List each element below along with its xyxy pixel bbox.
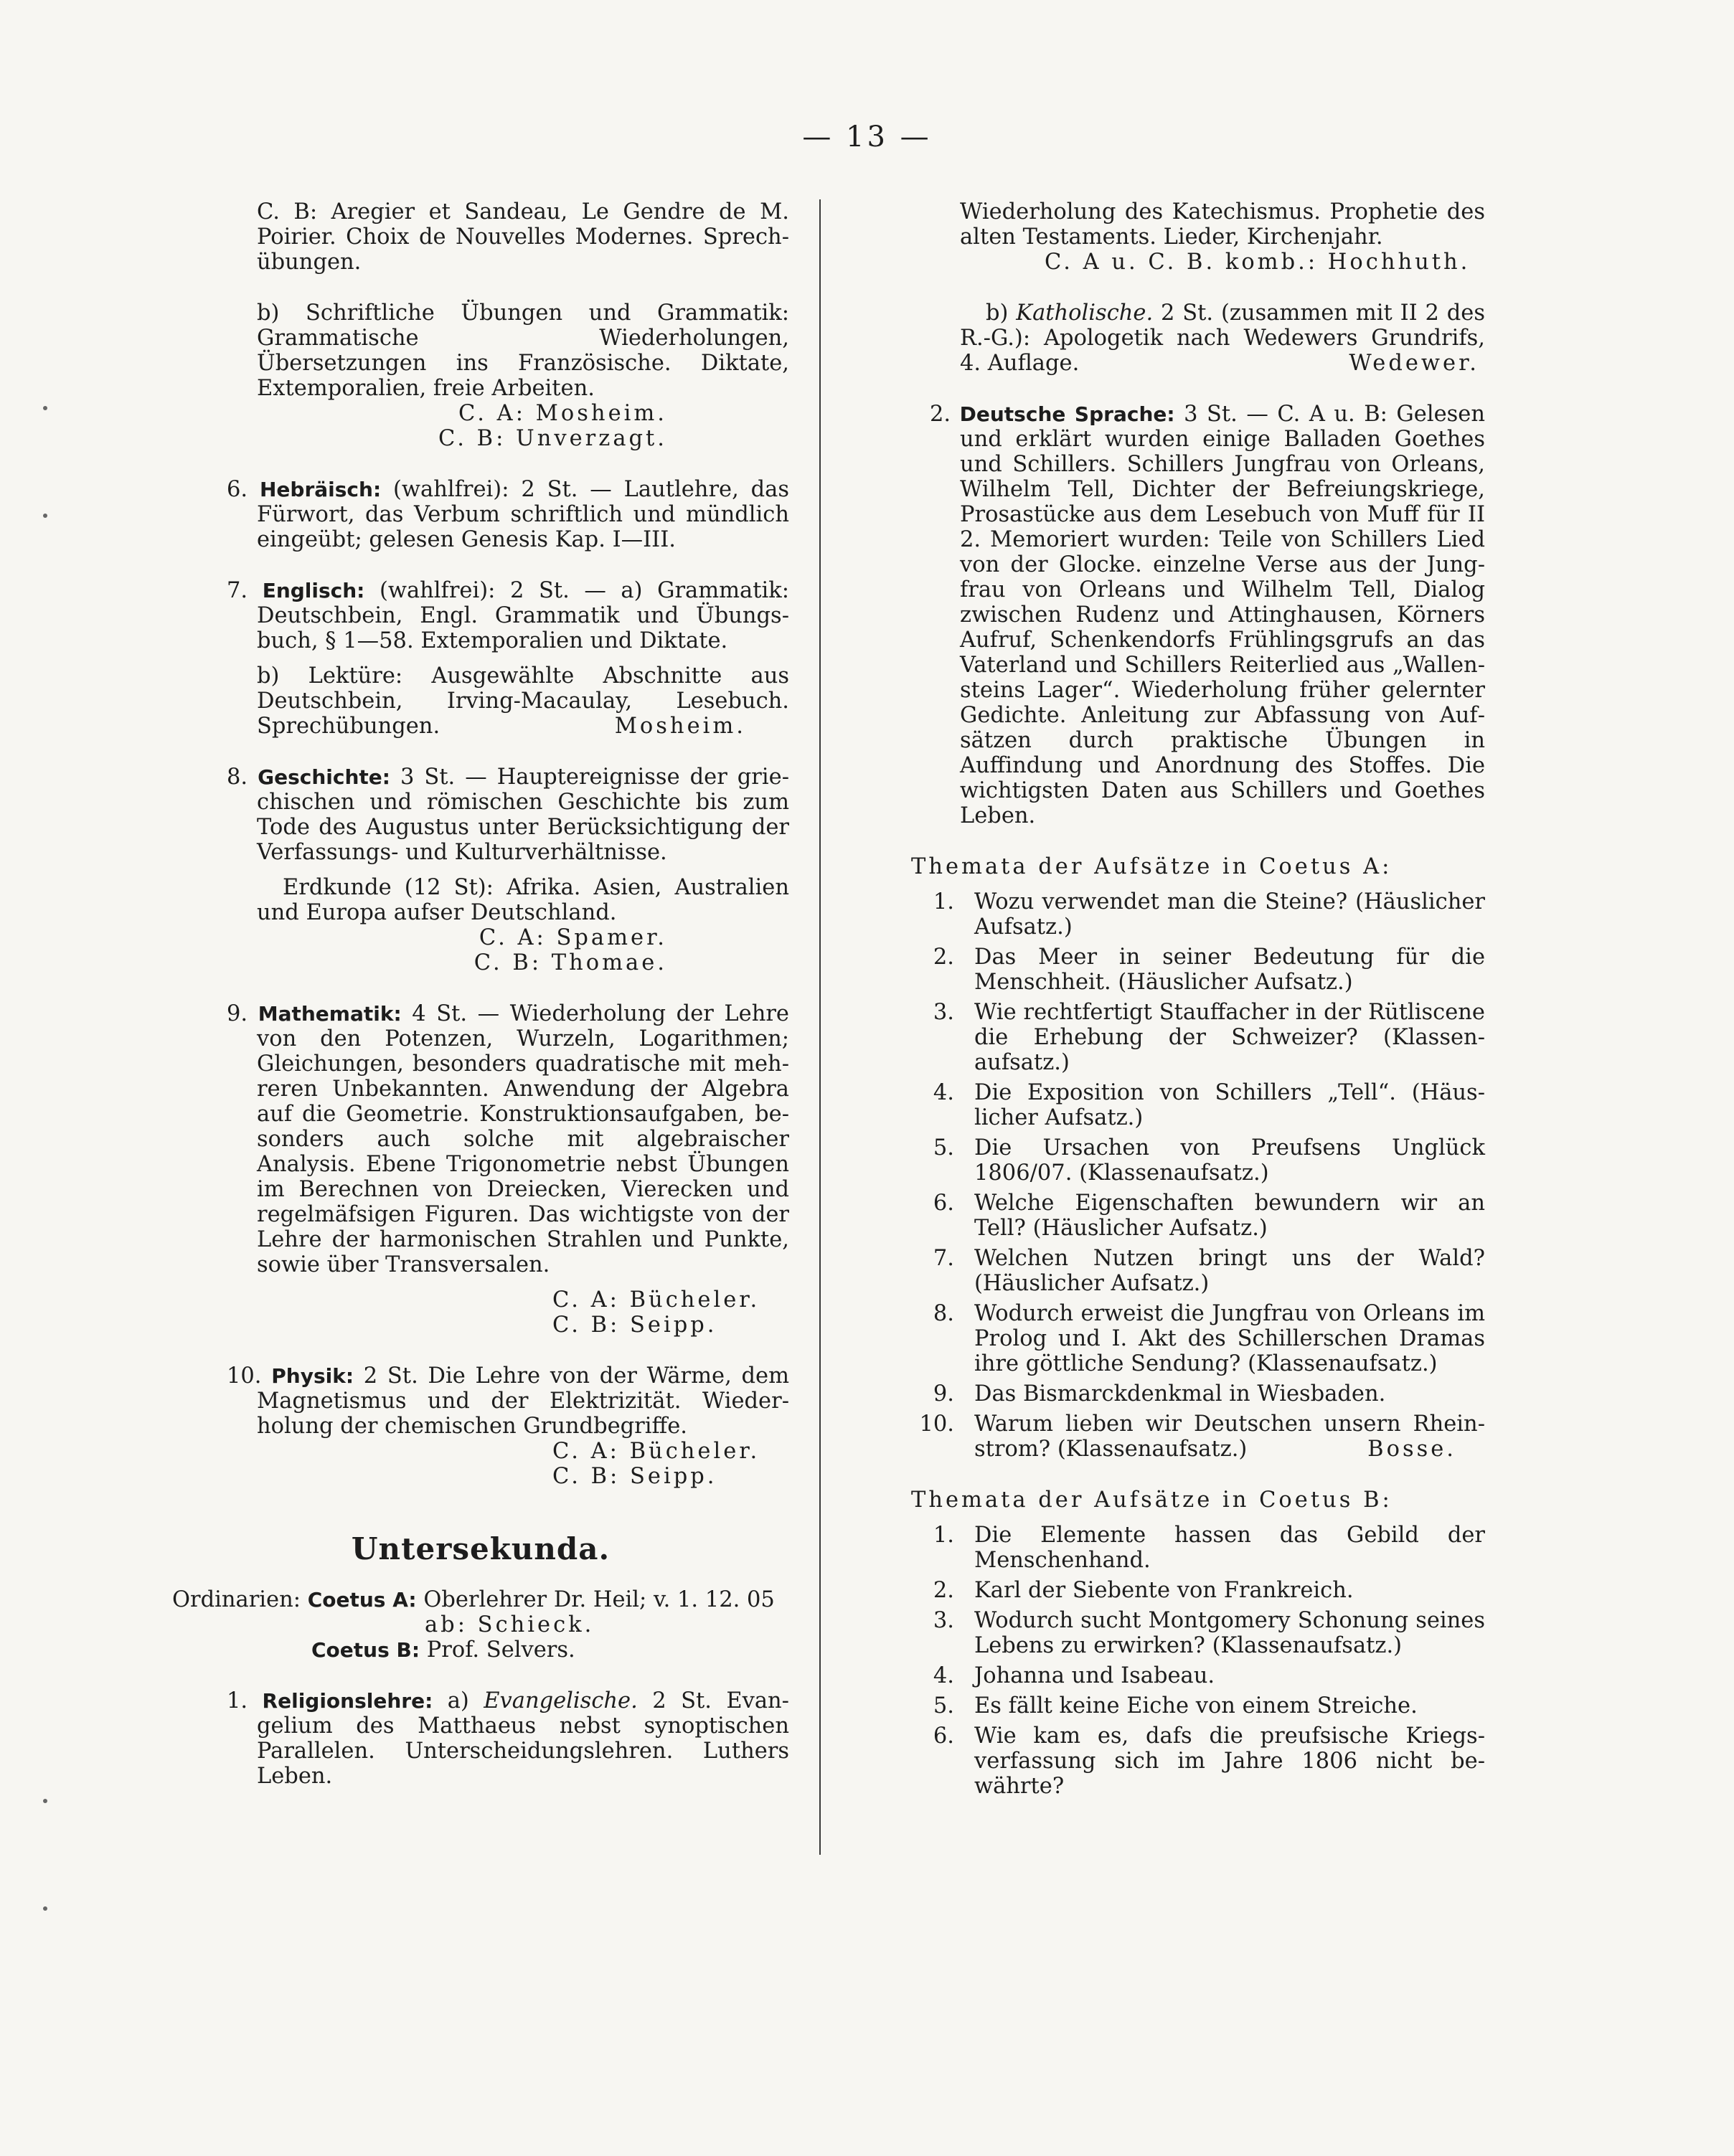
- coetus-b-label: Coetus B:: [311, 1638, 420, 1662]
- section-number: 2.: [930, 402, 951, 427]
- section-title: Religionslehre:: [262, 1689, 433, 1713]
- list-item: 1. Wozu verwendet man die Steine? (Häuslicher Aufsatz.): [933, 889, 1485, 940]
- section-deutsch: [875, 402, 1485, 828]
- teacher-cb: C. B: Seipp.: [552, 1464, 717, 1489]
- list-item: 6. Wie kam es, dafs die preufsische Kriegsverfassung sich im Jahre 1806 nicht bewährte?: [933, 1724, 1485, 1799]
- subsection-label: a): [447, 1688, 469, 1713]
- page-number: — 13 —: [802, 120, 932, 153]
- teacher-ca: C. A: Mosheim.: [458, 401, 667, 426]
- list-item: 7. Welchen Nutzen bringt uns der Wald? (Häuslicher Aufsatz.): [933, 1246, 1485, 1296]
- religion-continuation: Wiederholung des Katechismus. Prophetie des alten Testaments. Lieder, Kirchenjahr.: [960, 199, 1485, 250]
- teacher-cb: C. B: Unverzagt.: [438, 426, 667, 451]
- themes-a-heading: Themata der Aufsätze in Coetus A:: [911, 854, 1393, 879]
- margin-speck: [43, 514, 47, 518]
- section-text: (wahlfrei): 2 St. — a) Grammatik: Deutschbein, Engl. Grammatik und Übungsbuch, § 1—58. Extemporalien und Diktate.: [257, 578, 790, 653]
- section-text: 2 St. Evangelium des Matthaeus nebst synoptischen Parallelen. Unterscheidungslehren. Luthers Leben.: [257, 1688, 789, 1789]
- written-exercises-text: Grammatische Wiederholungen, Übersetzungen ins Französische. Diktate, Extemporalien, freie Arbeiten.: [257, 326, 789, 401]
- list-item: 10. Warum lieben wir Deutschen unsern Rheinstrom? (Klassenaufsatz.): [919, 1412, 1485, 1462]
- section-title: Geschichte:: [258, 765, 390, 789]
- list-item: 5. Die Ursachen von Preufsens Unglück 1806/07. (Klassenaufsatz.): [933, 1135, 1485, 1186]
- list-item: 2. Karl der Siebente von Frankreich.: [933, 1578, 1354, 1603]
- margin-speck: [43, 1906, 47, 1911]
- coetus-a-text-2: ab: Schieck.: [425, 1612, 595, 1637]
- section-title: Hebräisch:: [259, 478, 382, 501]
- teacher-cb: C. B: Seipp.: [552, 1313, 717, 1338]
- section-number: 6.: [227, 477, 248, 502]
- list-item: 6. Welche Eigenschaften bewundern wir an Tell? (Häuslicher Aufsatz.): [933, 1191, 1485, 1241]
- englisch-lektuere: b) Lektüre: Ausgewählte Abschnitte aus Deutschbein, Irving-Macaulay, Lesebuch. Sprechübungen.: [257, 663, 789, 739]
- section-number: 10.: [227, 1363, 262, 1389]
- teacher-ca: C. A: Bücheler.: [552, 1287, 760, 1313]
- class-heading: Untersekunda.: [351, 1531, 611, 1566]
- section-number: 8.: [227, 765, 248, 790]
- section-text: 3 St. — C. A u. B: Gelesen und erklärt wurden einige Balladen Goethes und Schillers. Schillers Jungfrau von Orleans, Wilhelm Tell, Dichter der Befreiungskriege, Prosastücke aus dem Lesebuch von Muff für II 2. Memoriert wurden: Teile von Schillers Lied von der Glocke. einzelne Verse aus der Jungfrau von Orleans und Wilhelm Tell, Dialog zwischen Rudenz und Attinghausen, Körners Aufruf, Schenkendorfs Frühlingsgrufs an das Vaterland und Schillers Reiterlied aus „Wallensteins Lager“. Wiederholung früher gelernter Gedichte. Anleitung zur Abfassung von Aufsätzen durch praktische Übungen in Auffindung und Anordnung des Stoffes. Die wichtigsten Daten aus Schillers und Goethes Leben.: [960, 402, 1485, 828]
- section-text: 4 St. — Wiederholung der Lehre von den Potenzen, Wurzeln, Logarithmen; Gleichungen, besonders quadratische mit mehreren Unbekannten. Anwendung der Algebra auf die Geometrie. Konstruktionsaufgaben, besonders auch solche mit algebraischer Analysis. Ebene Trigonometrie nebst Übungen im Berechnen von Dreiecken, Vierecken und regelmäfsigen Figuren. Das wichtigste von der Lehre der harmonischen Strahlen und Punkte, sowie über Transversalen.: [257, 1001, 789, 1277]
- list-item: 4. Johanna und Isabeau.: [933, 1663, 1215, 1688]
- subsection-label: b): [986, 301, 1009, 326]
- themes-a-list: [875, 889, 1485, 1462]
- section-text: (wahlfrei): 2 St. — Lautlehre, das Fürwort, das Verbum schriftlich und mündlich eingeübt; gelesen Genesis Kap. I—III.: [257, 477, 790, 552]
- list-item: 2. Das Meer in seiner Bedeutung für die Menschheit. (Häuslicher Aufsatz.): [933, 945, 1485, 995]
- coetus-b-text: Prof. Selvers.: [426, 1637, 575, 1663]
- teacher-cb: C. B: Thomae.: [473, 950, 667, 975]
- section-hebraeisch: [172, 477, 789, 552]
- section-number: 9.: [227, 1001, 248, 1026]
- ordinarien-block: [172, 1587, 789, 1663]
- themes-b-list: [875, 1523, 1485, 1799]
- erdkunde-text: Erdkunde (12 St): Afrika. Asien, Australien und Europa aufser Deutschland.: [257, 875, 789, 925]
- section-englisch: [172, 578, 789, 653]
- teacher-ca: C. A: Bücheler.: [552, 1439, 760, 1464]
- french-written-exercises: [172, 301, 789, 401]
- section-number: 7.: [227, 578, 248, 603]
- french-reading-cb: C. B: Aregier et Sandeau, Le Gendre de M. Poirier. Choix de Nouvelles Modernes. Sprechübungen.: [257, 199, 789, 275]
- list-item: 3. Wie rechtfertigt Stauffacher in der Rütliscene die Erhebung der Schweizer? (Klassenaufsatz.): [933, 1000, 1485, 1075]
- section-number: 1.: [227, 1688, 248, 1713]
- section-religionslehre: [172, 1688, 789, 1789]
- teacher: Bosse.: [1367, 1437, 1456, 1462]
- section-geschichte: [172, 765, 789, 865]
- section-mathematik: [172, 1001, 789, 1277]
- section-physik: [172, 1363, 789, 1439]
- column-divider: [819, 199, 821, 1855]
- subsection-title: Katholische.: [1016, 301, 1154, 326]
- section-text: 3 St. — Hauptereignisse der griechischen und römischen Geschichte bis zum Tode des Augustus unter Berücksichtigung der Verfassungs- und Kulturverhältnisse.: [257, 765, 789, 865]
- teacher: Mosheim.: [614, 714, 746, 739]
- list-item: 9. Das Bismarckdenkmal in Wiesbaden.: [933, 1381, 1386, 1406]
- coetus-a-label: Coetus A:: [307, 1588, 417, 1612]
- list-item: 1. Die Elemente hassen das Gebild der Menschenhand.: [933, 1523, 1485, 1573]
- ordinarien-label: Ordinarien:: [172, 1587, 301, 1612]
- section-text: 2 St. Die Lehre von der Wärme, dem Magnetismus und der Elektrizität. Wiederholung der chemischen Grundbegriffe.: [257, 1363, 789, 1439]
- subsection-title: Evangelische.: [484, 1688, 638, 1713]
- margin-speck: [43, 1799, 47, 1803]
- section-title: Deutsche Sprache:: [959, 402, 1175, 426]
- list-item: 5. Es fällt keine Eiche von einem Streiche.: [933, 1693, 1418, 1718]
- teacher-ca: C. A: Spamer.: [479, 925, 667, 950]
- themes-b-heading: Themata der Aufsätze in Coetus B:: [911, 1488, 1393, 1513]
- left-column: [172, 199, 789, 1789]
- right-column: [875, 199, 1485, 1804]
- section-title: Mathematik:: [258, 1002, 402, 1026]
- section-title: Physik:: [271, 1364, 354, 1388]
- section-title: Englisch:: [262, 579, 365, 602]
- margin-speck: [43, 406, 47, 410]
- list-item: 3. Wodurch sucht Montgomery Schonung seines Lebens zu erwirken? (Klassenaufsatz.): [933, 1608, 1485, 1658]
- list-item: 4. Die Exposition von Schillers „Tell“. (Häuslicher Aufsatz.): [933, 1080, 1485, 1130]
- teacher: Wedewer.: [1349, 351, 1479, 376]
- written-exercises-label: b) Schriftliche Übungen und Grammatik:: [257, 301, 789, 326]
- subsection-text: 2 St. (zusammen mit II 2 des R.-G.): Apologetik nach Wedewers Grundrifs, 4. Auflage.: [960, 301, 1485, 376]
- teacher: C. A u. C. B. komb.: Hochhuth.: [1045, 250, 1471, 275]
- list-item: 8. Wodurch erweist die Jungfrau von Orleans im Prolog und I. Akt des Schillerschen Dramas ihre göttliche Sendung? (Klassenaufsatz.): [933, 1301, 1485, 1376]
- coetus-a-text: Oberlehrer Dr. Heil; v. 1. 12. 05: [423, 1587, 775, 1612]
